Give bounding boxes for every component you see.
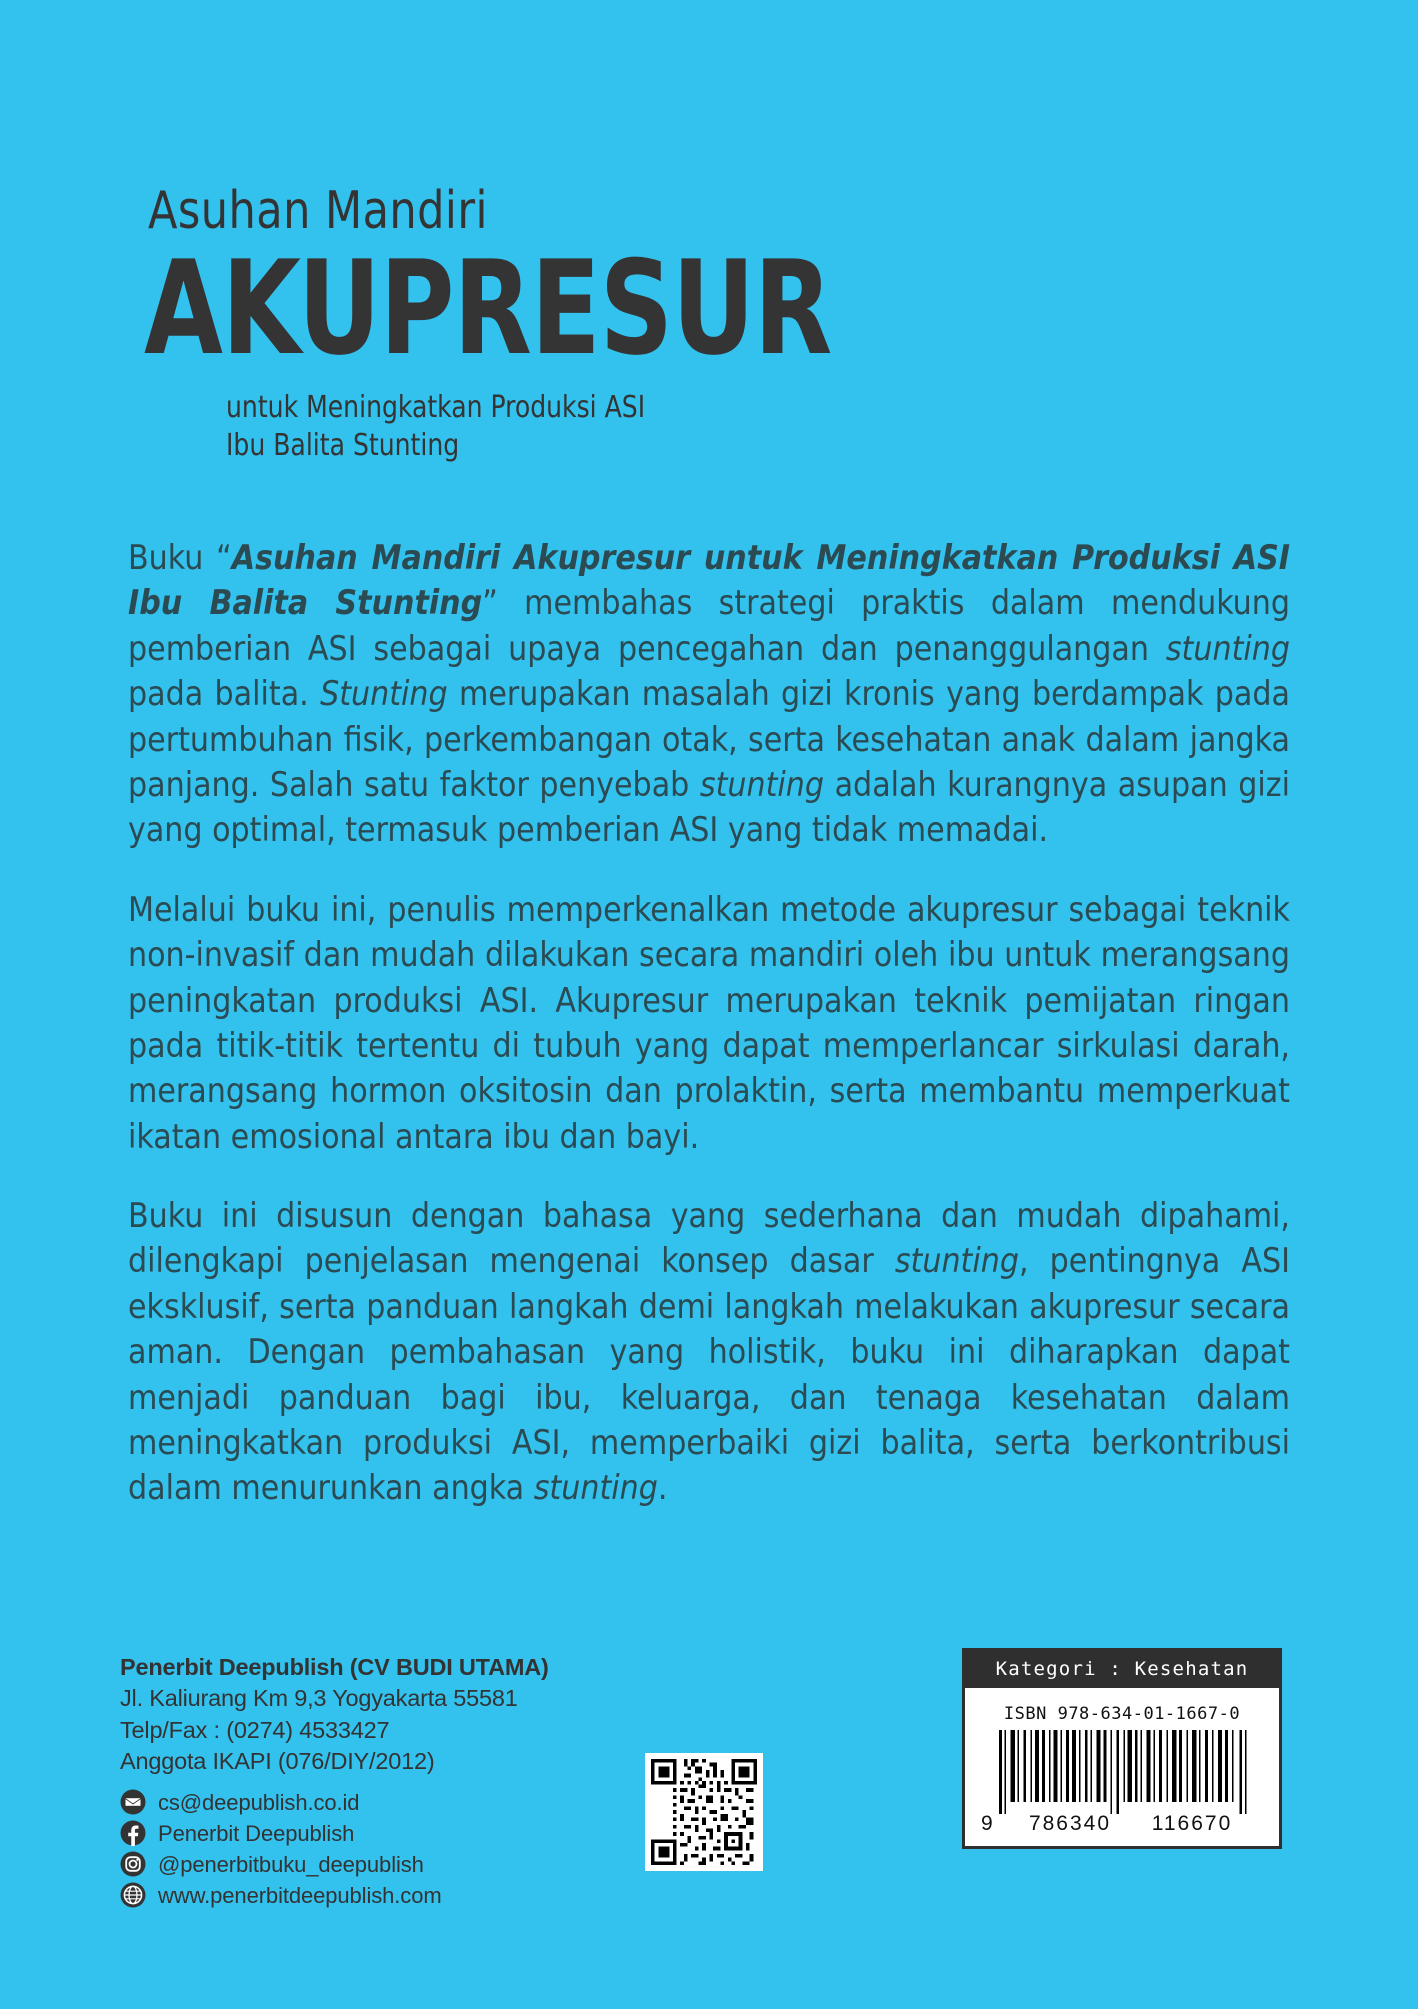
blurb-p1-booktitle: Asuhan Mandiri Akupresur untuk Meningkatkan Produksi ASI Ibu Balita Stunting [128, 538, 1290, 623]
contact-instagram: @penerbitbuku_deepublish [158, 1851, 424, 1877]
barcode-digits [979, 1812, 1265, 1836]
blurb-p1-prefix: Buku “ [128, 538, 232, 577]
blurb-p1-d: adalah kurangnya asupan gizi yang optimal, termasuk pemberian ASI yang tidak memadai. [128, 764, 1291, 850]
instagram-icon [120, 1851, 146, 1877]
blurb-p1-b: pada balita. [128, 674, 321, 714]
title-subtitle [226, 389, 1176, 466]
publisher-contact-list [120, 1787, 680, 1911]
publisher-ikapi: Anggota IKAPI (076/DIY/2012) [120, 1748, 435, 1775]
blurb-p3-italic-2: stunting [533, 1468, 658, 1508]
page-title: AKUPRESUR [144, 232, 832, 384]
title-subtitle-line-1: untuk Meningkatkan Produksi ASI [226, 390, 646, 425]
title-subtitle-line-2: Ibu Balita Stunting [226, 428, 460, 464]
qr-code[interactable] [645, 1753, 763, 1871]
contact-website: www.penerbitdeepublish.com [158, 1882, 442, 1908]
category-label: Kategori : Kesehatan [965, 1651, 1279, 1688]
barcode-body [965, 1688, 1279, 1846]
publisher-phone: Telp/Fax : (0274) 4533427 [120, 1716, 390, 1743]
blurb-p1-italic-2: Stunting [320, 674, 448, 714]
blurb-p3-italic-1: stunting [894, 1241, 1019, 1281]
barcode-digits-group-2: 116670 [1151, 1812, 1233, 1835]
title-block [144, 181, 1248, 466]
isbn-barcode-block [962, 1648, 1282, 1849]
publisher-address: Jl. Kaliurang Km 9,3 Yogyakarta 55581 [120, 1685, 518, 1712]
contact-row-facebook[interactable] [120, 1818, 680, 1849]
facebook-icon [120, 1820, 146, 1846]
contact-email: cs@deepublish.co.id [158, 1789, 360, 1815]
blurb-paragraph-2: Melalui buku ini, penulis memperkenalkan metode akupresur sebagai teknik non-invasif dan mudah dilakukan secara mandiri oleh ibu untuk merangsang peningkatan produksi ASI. Akupresur merupakan teknik pemijatan ringan pada titik-titik tertentu di tubuh yang dapat memperlancar sirkulasi darah, merangsang hormon oksitosin dan prolaktin, serta membantu memperkuat ikatan emosional antara ibu dan bayi. [128, 889, 1290, 1156]
website-icon [120, 1882, 146, 1908]
barcode-digit-left: 9 [981, 1812, 993, 1835]
email-icon [120, 1789, 146, 1815]
blurb-p3-c: . [657, 1468, 668, 1508]
title-kicker: Asuhan Mandiri [148, 181, 488, 241]
blurb-p3-a: Buku ini disusun dengan bahasa yang sederhana dan mudah dipahami, dilengkapi penjelasan mengenai konsep dasar [128, 1196, 1290, 1281]
barcode-digits-group-1: 786340 [1028, 1812, 1112, 1835]
publisher-name: Penerbit Deepublish (CV BUDI UTAMA) [120, 1654, 549, 1680]
contact-row-email[interactable] [120, 1787, 680, 1818]
blurb-text [128, 535, 1290, 1511]
blurb-paragraph-3 [128, 1193, 1290, 1511]
barcode-digit-right [1253, 1812, 1263, 1836]
blurb-p1-a: ” membahas strategi praktis dalam mendukung pemberian ASI sebagai upaya pencegahan dan penanggulangan [128, 583, 1290, 668]
contact-row-website[interactable] [120, 1880, 680, 1911]
blurb-p1-italic-1: stunting [1165, 628, 1290, 668]
barcode [979, 1730, 1265, 1836]
contact-facebook: Penerbit Deepublish [158, 1820, 355, 1846]
blurb-p1-c: merupakan masalah gizi kronis yang berdampak pada pertumbuhan fisik, perkembangan otak, serta kesehatan anak dalam jangka panjang. Salah satu faktor penyebab [128, 674, 1290, 804]
blurb-p3-b: , pentingnya ASI eksklusif, serta panduan langkah demi langkah melakukan akupresur secara aman. Dengan pembahasan yang holistik, buku ini diharapkan dapat menjadi panduan bagi ibu, keluarga, dan tenaga kesehatan dalam meningkatkan produksi ASI, memperbaiki gizi balita, serta berkontribusi dalam menurunkan angka [128, 1241, 1290, 1508]
blurb-p1-italic-3: stunting [699, 764, 825, 804]
contact-row-instagram[interactable] [120, 1849, 680, 1880]
publisher-block [120, 1652, 680, 1911]
isbn-number: ISBN 978-634-01-1667-0 [1003, 1704, 1241, 1724]
blurb-paragraph-1 [128, 535, 1290, 853]
